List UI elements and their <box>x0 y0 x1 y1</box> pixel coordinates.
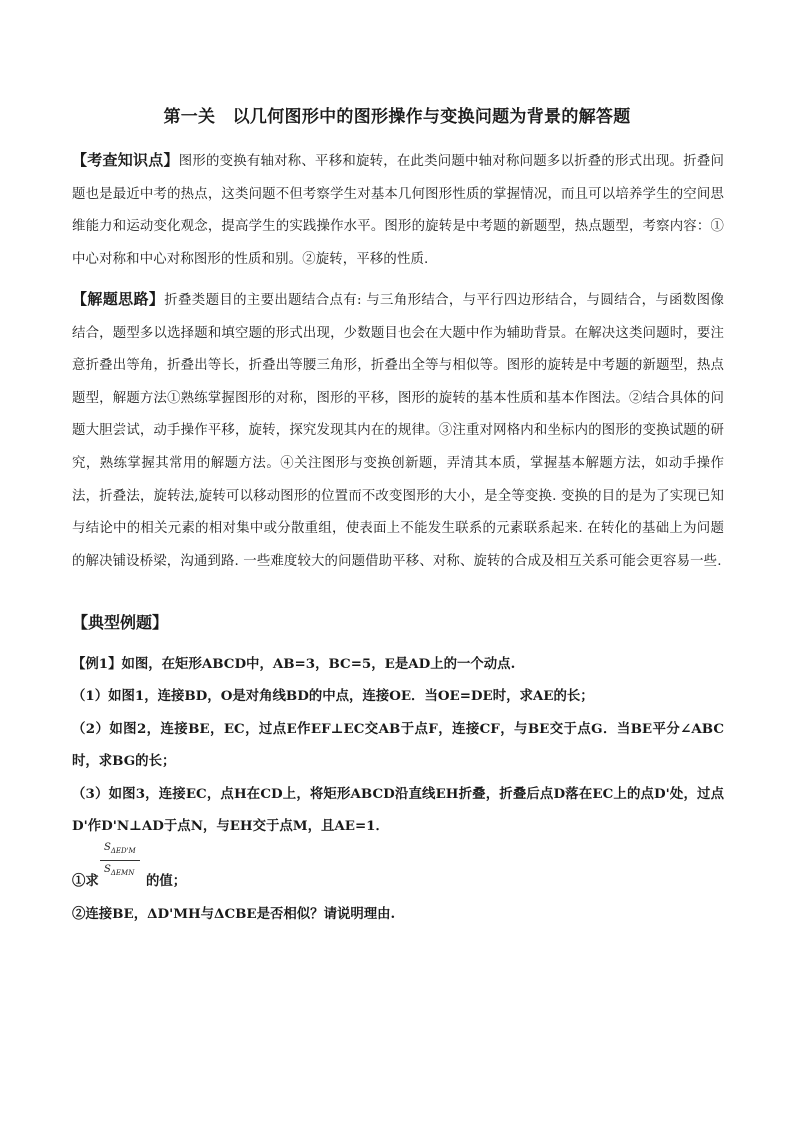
fraction-bar <box>100 860 140 861</box>
example-1-intro: 【例1】如图，在矩形ABCD中，AB=3，BC=5，E是AD上的一个动点. <box>72 656 516 672</box>
example-1 <box>72 648 724 842</box>
question-1-suffix: 的值； <box>146 873 187 889</box>
knowledge-heading: 【考查知识点】 <box>72 151 179 169</box>
example-1-part-2: （2）如图2，连接BE，EC，过点E作EF⊥EC交AB于点F，连接CF，与BE交于点G．当BE平分∠ABC时，求BG的长； <box>72 720 724 770</box>
fraction-denominator: $S_{\Delta EMN}$ <box>104 864 135 877</box>
fraction-numerator: $S_{\Delta ED'M}$ <box>104 842 136 855</box>
question-1-prefix: ①求 <box>72 873 99 889</box>
page-title: 第一关 以几何图形中的图形操作与变换问题为背景的解答题 <box>163 107 631 127</box>
example-1-part-1: （1）如图1，连接BD，O是对角线BD的中点，连接OE．当OE=DE时，求AE的长； <box>72 688 594 705</box>
knowledge-text: 图形的变换有轴对称、平移和旋转，在此类问题中轴对称问题多以折叠的形式出现。折叠问题也是最近中考的热点，这类问题不但考察学生对基本几何图形性质的掌握情况，而且可以培养学生的空间思维能力和运动变化观念，提高学生的实践操作水平。图形的旋转是中考题的新题型，热点题型，考察内容：①中心对称和中心对称图形的性质和别。②旋转，平移的性质. <box>72 154 724 267</box>
approach-heading: 【解题思路】 <box>72 290 165 308</box>
question-1 <box>72 838 472 898</box>
question-2: ②连接BE，ΔD'MH与ΔCBE是否相似？请说明理由. <box>72 906 396 922</box>
examples-heading: 【典型例题】 <box>72 613 169 632</box>
knowledge-section <box>72 144 724 276</box>
approach-section <box>72 283 724 578</box>
example-1-part-3: （3）如图3，连接EC，点H在CD上，将矩形ABCD沿直线EH折叠，折叠后点D落在EC上的点D'处，过点D'作D'N⊥AD于点N，与EH交于点M，且AE=1． <box>72 785 724 835</box>
approach-text: 折叠类题目的主要出题结合点有: 与三角形结合，与平行四边形结合，与圆结合，与函数图像结合，题型多以选择题和填空题的形式出现，少数题目也会在大题中作为辅助背景。在解决这类问题时，要注意折叠出等角，折叠出等长，折叠出等腰三角形，折叠出全等与相似等。图形的旋转是中考题的新题型，热点题型，解题方法①熟练掌握图形的对称，图形的平移，图形的旋转的基本性质和基本作图法。②结合具体的问题大胆尝试，动手操作平移，旋转，探究发现其内在的规律。③注重对网格内和坐标内的图形的变换试题的研究，熟练掌握其常用的解题方法。④关注图形与变换创新题，弄清其本质，掌握基本解题方法，如动手操作法，折叠法，旋转法,旋转可以移动图形的位置而不改变图形的大小，是全等变换. 变换的目的是为了实现已知与结论中的相关元素的相对集中或分散重组，使表面上不能发生联系的元素联系起来. 在转化的基础上为问题的解决铺设桥梁，沟通到路. 一些难度较大的问题借助平移、对称、旋转的合成及相互关系可能会更容易一些. <box>72 293 724 569</box>
